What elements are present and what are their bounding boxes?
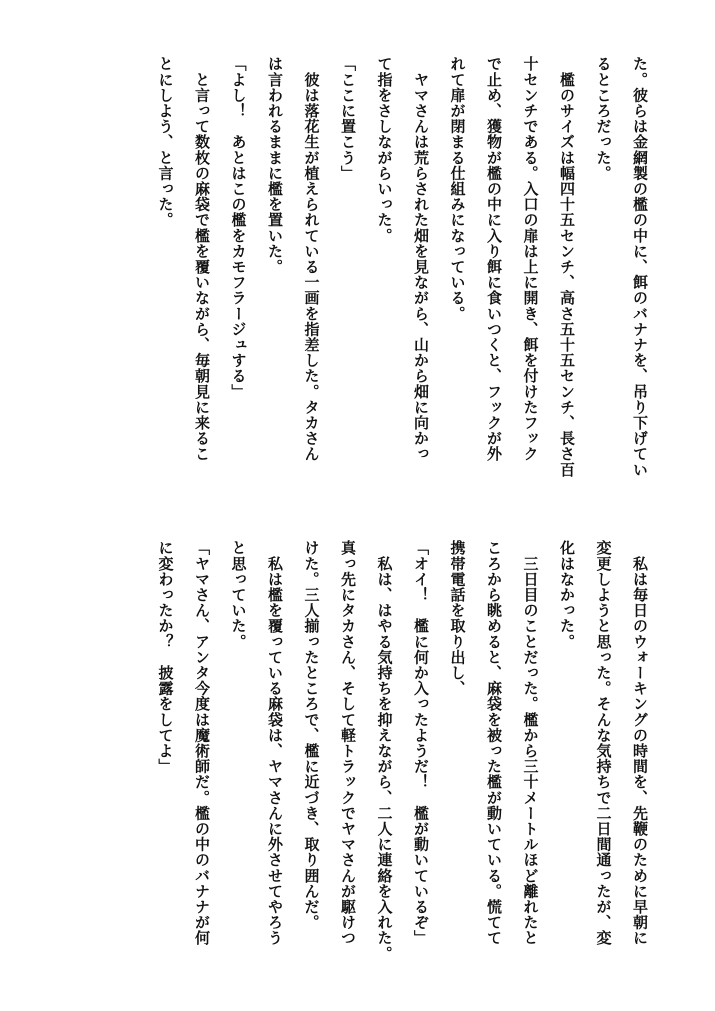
text-line: で止め、獲物が檻の中に入り餌に食いつくと、フックが外 bbox=[485, 56, 503, 462]
text-line: た。彼らは金網製の檻の中に、餌のバナナを、吊り下げてい bbox=[631, 56, 649, 478]
text-line: 真っ先にタカさん、そして軽トラックでヤマさんが駆けつ bbox=[339, 540, 357, 946]
text-line: 十センチである。入口の扉は上に開き、餌を付けたフック bbox=[521, 56, 540, 462]
text-line: とにしよう、と言った。 bbox=[156, 56, 175, 228]
text-block-bottom bbox=[68, 540, 658, 975]
text-line: 檻のサイズは幅四十五センチ、高さ五十五センチ、長さ百 bbox=[558, 56, 576, 478]
text-line: 私は檻を覆っている麻袋は、ヤマさんに外させてやろう bbox=[266, 540, 284, 946]
text-line: けた。三人揃ったところで、檻に近づき、取り囲んだ。 bbox=[302, 540, 321, 930]
text-line: と思っていた。 bbox=[229, 540, 248, 650]
text-line: ヤマさんは荒らされた畑を見ながら、山から畑に向かっ bbox=[412, 56, 430, 462]
text-line: 三日目のことだった。檻から三十メートルほど離れたと bbox=[521, 540, 540, 946]
text-line: れて扉が閉まる仕組みになっている。 bbox=[448, 56, 467, 322]
text-block-top bbox=[68, 56, 658, 486]
text-line: て指をさしながらいった。 bbox=[375, 56, 394, 244]
text-line: 私は、はやる気持ちを抑えながら、二人に連絡を入れた。 bbox=[375, 540, 394, 962]
text-line: 私は毎日のウォーキングの時間を、先鞭のために早朝に bbox=[631, 540, 649, 946]
text-line: 「ここに置こう」 bbox=[339, 56, 357, 181]
text-line: と言って数枚の麻袋で檻を覆いながら、毎朝見に来るこ bbox=[193, 56, 211, 462]
text-line: るところだった。 bbox=[594, 56, 613, 181]
text-line: 「よし！ あとはこの檻をカモフラージュする」 bbox=[229, 56, 248, 400]
text-line: 変更しようと思った。そんな気持ちで二日間通ったが、変 bbox=[594, 540, 613, 946]
text-line: 携帯電話を取り出し、 bbox=[448, 540, 467, 696]
text-line: に変わったか？ 披露をしてよ」 bbox=[156, 540, 175, 774]
text-line: 彼は落花生が植えられている一画を指差した。タカさん bbox=[302, 56, 321, 462]
text-line: 「ヤマさん、アンタ今度は魔術師だ。檻の中のバナナが何 bbox=[193, 540, 211, 946]
text-line: 化はなかった。 bbox=[558, 540, 576, 650]
text-line: 「オイ！ 檻に何か入ったようだ！ 檻が動いているぞ」 bbox=[412, 540, 430, 946]
text-line: ころから眺めると、麻袋を被った檻が動いている。慌てて bbox=[485, 540, 503, 946]
text-line: は言われるままに檻を置いた。 bbox=[266, 56, 284, 275]
